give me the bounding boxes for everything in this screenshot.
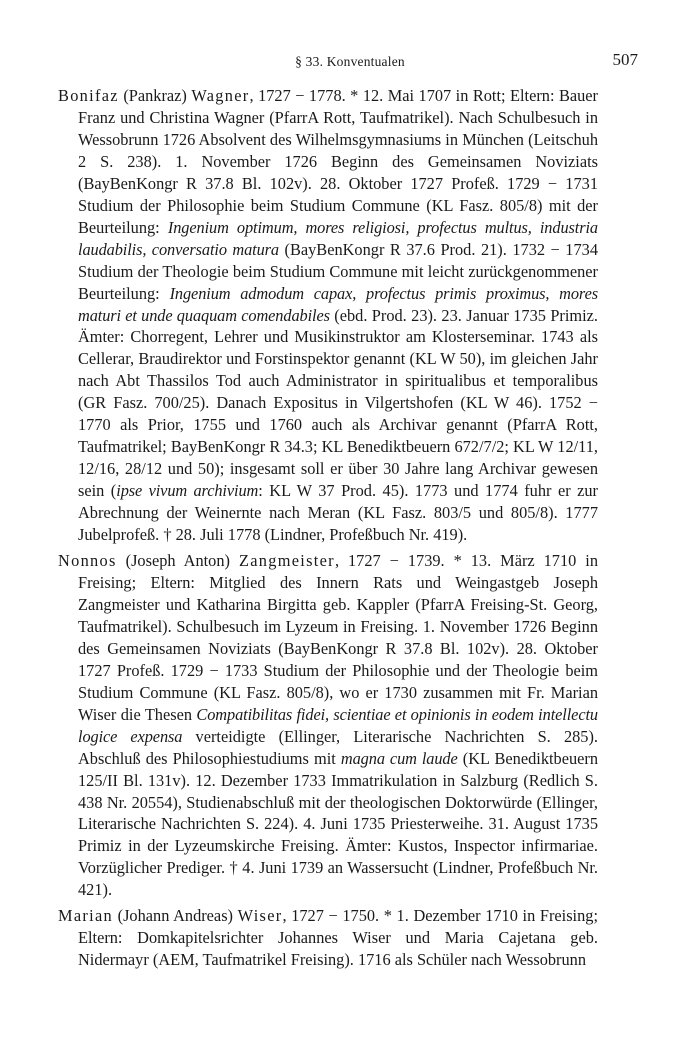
entry-text: : KL W 37 Prod. 45). 1773 und 1774 fuhr er zur Abrechnung der Weinernte nach Meran (KL Fasz. 803/5 und 805/8). 1777 Jubelprofeß. † 28. Juli 1778 (Lindner, Profeßbuch Nr. 419).	[78, 481, 598, 545]
entry-text: verteidigte (Ellinger, Literarische Nachrichten S. 285). Abschluß des Philosophiestudiums mit	[78, 726, 598, 768]
baptismal-name: (Johann Andreas)	[113, 906, 238, 926]
entry-text: , 1727 − 1750. * 1. Dezember 1710 in Freising; Eltern: Domkapitelsrichter Johannes Wiser und Maria Cajetana geb. Nidermayr (AEM, Taufmatrikel Freising). 1716 als Schüler nach Wessobrunn	[78, 906, 598, 970]
page-number: 507	[612, 50, 638, 69]
latin-quote: magna cum laude	[340, 748, 458, 768]
latin-quote: Ingenium optimum, mores religiosi, profectus multus, industria laudabilis, conversatio matura	[78, 217, 599, 259]
surname: Zangmeister	[238, 551, 335, 571]
running-header	[0, 50, 700, 72]
latin-quote: Ingenium admodum capax, profectus primis proximus, mores maturi et unde quaquam comendabiles	[78, 283, 599, 325]
entry-text: (BayBenKongr R 37.6 Prod. 21). 1732 − 1734 Studium der Theologie beim Studium Commune mit leicht zurückgenommener Beurteilung:	[78, 239, 598, 303]
entry-text: (KL Benediktbeuern 125/II Bl. 131v). 12. Dezember 1733 Immatrikulation in Salzburg (Redlich S. 438 Nr. 20554), Studienabschluß mit der theologischen Doktorwürde (Ellinger, Literarische Nachrichten S. 224). 4. Juni 1735 Priesterweihe. 31. August 1735 Primiz in der Lyzeumskirche Freising. Ämter: Kustos, Inspector infirmariae. Vorzüglicher Prediger. † 4. Juni 1739 an Wassersucht (Lindner, Profeßbuch Nr. 421).	[78, 748, 598, 900]
entry-text: , 1727 − 1739. * 13. März 1710 in Freising; Eltern: Mitglied des Innern Rats und Weingastgeb Joseph Zangmeister und Katharina Birgitta geb. Kappler (PfarrA Freising-St. Georg, Taufmatrikel). Schulbesuch im Lyzeum in Freising. 1. November 1726 Beginn des Gemeinsamen Noviziats (BayBenKongr R 37.8 Bl. 102v). 28. Oktober 1727 Profeß. 1729 − 1733 Studium der Philosophie und der Theologie beim Studium Commune (KL Fasz. 805/8), wo er 1730 zusammen mit Fr. Marian Wiser die Thesen	[78, 551, 599, 724]
religious-name: Bonifaz	[58, 86, 119, 105]
surname: Wiser	[237, 906, 283, 926]
entry-nonnos-zangmeister	[58, 550, 598, 901]
body-text	[58, 85, 598, 971]
entry-bonifaz-wagner	[58, 85, 598, 546]
section-title: § 33. Konventualen	[295, 54, 405, 69]
baptismal-name: (Joseph Anton)	[116, 551, 239, 571]
latin-quote: Compatibilitas fidei, scientiae et opinionis in eodem intellectu logice expensa	[78, 704, 598, 746]
religious-name: Nonnos	[58, 551, 117, 571]
latin-quote: ipse vivum archivium	[116, 481, 259, 501]
religious-name: Marian	[58, 906, 113, 926]
baptismal-name: (Pankraz)	[118, 86, 192, 105]
surname: Wagner	[191, 86, 250, 105]
entry-text: (ebd. Prod. 23). 23. Januar 1735 Primiz. Ämter: Chorregent, Lehrer und Musikinstruktor am Klosterseminar. 1743 als Cellerar, Braudirektor und Forstinspektor genannt (KL W 50), im gleichen Jahr nach Abt Thassilos Tod auch Administrator in spiritualibus et temporalibus (GR Fasz. 700/25). Danach Expositus in Vilgertshofen (KL W 46). 1752 − 1770 als Prior, 1755 und 1760 auch als Archivar genannt (PfarrA Rott, Taufmatrikel; BayBenKongr R 34.3; KL Benediktbeuern 672/7/2; KL W 12/11, 12/16, 28/12 und 50); insgesamt soll er über 30 Jahre lang Archivar gewesen sein (	[78, 305, 598, 501]
entry-text: , 1727 − 1778. * 12. Mai 1707 in Rott; Eltern: Bauer Franz und Christina Wagner (PfarrA Rott, Taufmatrikel). Nach Schulbesuch in Wessobrunn 1726 Absolvent des Wilhelmsgymnasiums in München (Leitschuh 2 S. 238). 1. November 1726 Beginn des Gemeinsamen Noviziats (BayBenKongr R 37.8 Bl. 102v). 28. Oktober 1727 Profeß. 1729 − 1731 Studium der Philosophie beim Studium Commune (KL Fasz. 805/8) mit der Beurteilung:	[78, 86, 598, 237]
entry-marian-wiser	[58, 905, 598, 971]
